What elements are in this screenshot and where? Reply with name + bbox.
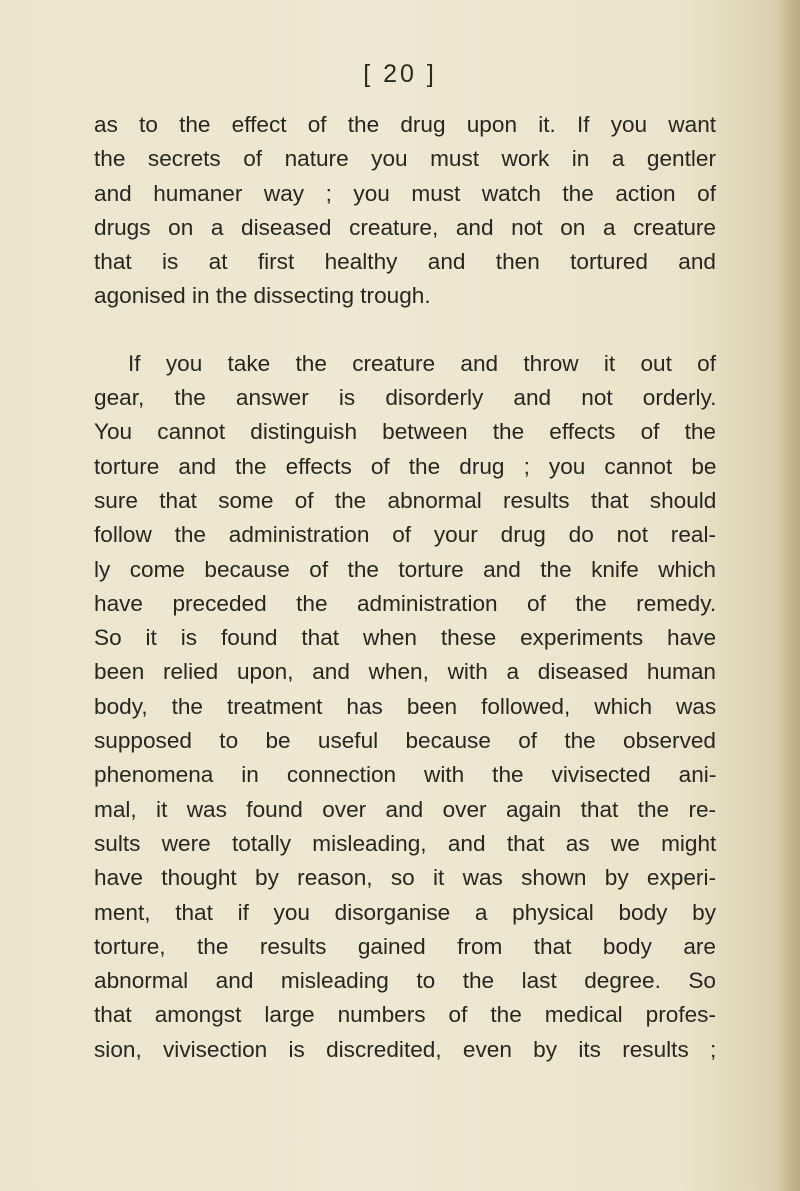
- text-line: body, the treatment has been followed, which was: [94, 693, 717, 719]
- text-line: phenomena in connection with the vivisected ani-: [94, 762, 717, 788]
- text-line: been relied upon, and when, with a diseased human: [94, 659, 716, 685]
- text-line: mal, it was found over and over again that the re-: [94, 796, 717, 822]
- body-text: [94, 108, 716, 1067]
- text-line: So it is found that when these experiments have: [94, 625, 717, 651]
- text-line: that is at first healthy and then tortured and: [94, 249, 716, 275]
- text-line: If you take the creature and throw it out of: [128, 350, 716, 376]
- text-line: abnormal and misleading to the last degree. So: [94, 968, 716, 994]
- text-line: supposed to be useful because of the observed: [94, 728, 716, 754]
- text-line: sure that some of the abnormal results that should: [94, 487, 717, 513]
- page-number: [ 20 ]: [363, 60, 437, 88]
- text-line: follow the administration of your drug do not real-: [94, 522, 716, 548]
- text-line: agonised in the dissecting trough.: [94, 283, 431, 309]
- text-line: torture, the results gained from that body are: [94, 933, 716, 959]
- text-line: sion, vivisection is discredited, even by its results ;: [94, 1036, 717, 1062]
- paragraph-1: [94, 108, 716, 314]
- text-line: the secrets of nature you must work in a gentler: [94, 146, 716, 172]
- paragraph-2: [94, 347, 716, 1067]
- text-line: torture and the effects of the drug ; you cannot be: [94, 453, 717, 479]
- text-line: ment, that if you disorganise a physical body by: [94, 899, 716, 925]
- text-line: as to the effect of the drug upon it. If you want: [94, 112, 717, 137]
- text-line: and humaner way ; you must watch the action of: [94, 180, 716, 206]
- text-line: You cannot distinguish between the effects of the: [94, 419, 716, 445]
- text-line: sults were totally misleading, and that as we might: [94, 830, 717, 856]
- text-line: have preceded the administration of the remedy.: [94, 590, 717, 616]
- text-line: have thought by reason, so it was shown by experi-: [94, 865, 716, 891]
- text-line: gear, the answer is disorderly and not orderly.: [94, 385, 717, 411]
- page-edge-shadow: [778, 0, 800, 1191]
- text-line: that amongst large numbers of the medical profes-: [94, 1002, 716, 1028]
- text-line: ly come because of the torture and the knife which: [94, 556, 716, 582]
- text-line: drugs on a diseased creature, and not on a creature: [94, 214, 716, 240]
